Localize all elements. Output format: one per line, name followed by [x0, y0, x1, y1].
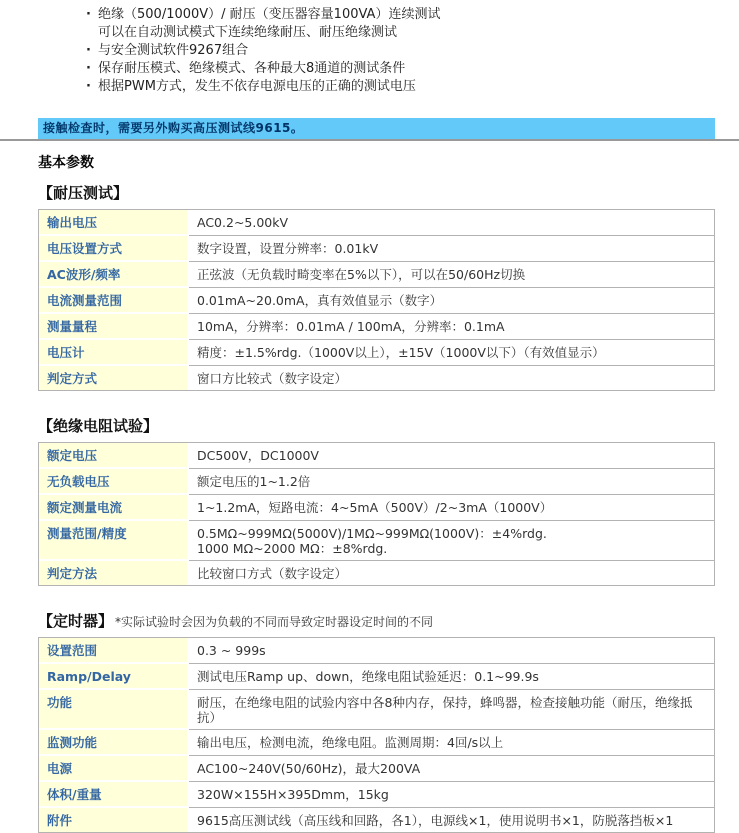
- table-row: [39, 236, 714, 262]
- spec-value: 9615高压测试线（高压线和回路，各1），电源线×1，使用说明书×1，防脱落挡板×1: [197, 813, 674, 828]
- list-item: [85, 42, 739, 60]
- spec-label: 设置范围: [39, 638, 189, 664]
- list-item: [85, 6, 739, 42]
- spec-label: 判定方式: [39, 366, 189, 390]
- section-title: 【耐压测试】: [38, 184, 129, 202]
- feature-text: 绝缘（500/1000V）/ 耐压（变压器容量100VA）连续测试: [98, 7, 441, 22]
- spec-value: 窗口方比较式（数字设定）: [197, 371, 348, 386]
- feature-text: 可以在自动测试模式下连续绝缘耐压、耐压绝缘测试: [98, 25, 398, 40]
- table-row: [39, 561, 714, 585]
- spec-value: [189, 521, 714, 561]
- list-item: [85, 78, 739, 96]
- section-note: *实际试验时会因为负载的不同而导致定时器设定时间的不同: [115, 615, 434, 629]
- feature-text: 保存耐压模式、绝缘模式、各种最大8通道的测试条件: [98, 61, 406, 76]
- spec-value: AC0.2~5.00kV: [189, 210, 714, 236]
- spec-value: 额定电压的1~1.2倍: [189, 469, 714, 495]
- table-row: [39, 664, 714, 690]
- table-row: [39, 521, 714, 561]
- table-row: [39, 340, 714, 366]
- spec-label: 无负载电压: [39, 469, 189, 495]
- spec-label: 附件: [39, 808, 189, 832]
- spec-value: DC500V，DC1000V: [189, 443, 714, 469]
- section-heading-timer: [38, 610, 739, 631]
- table-row: [39, 288, 714, 314]
- table-row: [39, 314, 714, 340]
- spec-value: 320W×155H×395Dmm，15kg: [189, 782, 714, 808]
- bullet-icon: ·: [86, 7, 91, 22]
- bullet-icon: ·: [86, 79, 91, 94]
- spec-value: 正弦波（无负载时畸变率在5%以下），可以在50/60Hz切换: [189, 262, 714, 288]
- spec-label: Ramp/Delay: [39, 664, 189, 690]
- table-row: [39, 638, 714, 664]
- bullet-icon: ·: [86, 43, 91, 58]
- table-row: [39, 690, 714, 730]
- spec-label: 额定电压: [39, 443, 189, 469]
- spec-value-line: 1000 MΩ~2000 MΩ：±8%rdg.: [197, 541, 388, 556]
- spec-label: 判定方法: [39, 561, 189, 585]
- spec-label: 体积/重量: [39, 782, 189, 808]
- spec-value: 测试电压Ramp up、down，绝缘电阻试验延迟：0.1~99.9s: [189, 664, 714, 690]
- table-row: [39, 469, 714, 495]
- section-title: 【定时器】: [38, 612, 114, 630]
- spec-value: 耐压，在绝缘电阻的试验内容中各8种内存，保持，蜂鸣器，检查接触功能（耐压，绝缘抵抗）: [189, 690, 714, 730]
- page-title: 基本参数: [38, 155, 94, 171]
- section-title: 【绝缘电阻试验】: [38, 417, 159, 435]
- spec-label: AC波形/频率: [39, 262, 189, 288]
- spec-value: 0.3 ~ 999s: [189, 638, 714, 664]
- spec-value: 1~1.2mA，短路电流：4~5mA（500V）/2~3mA（1000V）: [189, 495, 714, 521]
- spec-value: 精度：±1.5%rdg.（1000V以上），±15V（1000V以下）（有效值显示）: [189, 340, 714, 366]
- divider: [0, 139, 739, 141]
- spec-value: 数字设置，设置分辨率：0.01kV: [189, 236, 714, 262]
- table-row: [39, 730, 714, 756]
- table-row: [39, 808, 714, 832]
- list-item: [85, 60, 739, 78]
- section-heading-withstand: [38, 182, 739, 203]
- bullet-icon: ·: [86, 61, 91, 76]
- spec-value: 输出电压，检测电流，绝缘电阻。监测周期：4回/s以上: [189, 730, 714, 756]
- spec-label: 测量量程: [39, 314, 189, 340]
- spec-table-timer: [38, 637, 715, 833]
- spec-value: AC100~240V(50/60Hz)，最大200VA: [189, 756, 714, 782]
- section-heading-insulation: [38, 415, 739, 436]
- spec-label: 电压计: [39, 340, 189, 366]
- spec-value: 比较窗口方式（数字设定）: [197, 566, 348, 581]
- table-row: [39, 782, 714, 808]
- spec-value: 10mA，分辨率：0.01mA / 100mA，分辨率：0.1mA: [189, 314, 714, 340]
- feature-text: 与安全测试软件9267组合: [98, 43, 249, 58]
- spec-table-insulation: [38, 442, 715, 586]
- spec-value-line: 0.5MΩ~999MΩ(5000V)/1MΩ~999MΩ(1000V)：±4%rdg.: [197, 526, 547, 541]
- table-row: [39, 262, 714, 288]
- table-row: [39, 495, 714, 521]
- table-row: [39, 366, 714, 390]
- spec-label: 监测功能: [39, 730, 189, 756]
- table-row: [39, 210, 714, 236]
- feature-text: 根据PWM方式，发生不依存电源电压的正确的测试电压: [98, 79, 416, 94]
- spec-label: 电流测量范围: [39, 288, 189, 314]
- spec-label: 输出电压: [39, 210, 189, 236]
- notice-bar: 接触检查时，需要另外购买高压测试线9615。: [38, 118, 715, 139]
- spec-label: 电源: [39, 756, 189, 782]
- table-row: [39, 756, 714, 782]
- feature-list: [0, 0, 739, 96]
- spec-label: 测量范围/精度: [39, 521, 189, 561]
- spec-label: 额定测量电流: [39, 495, 189, 521]
- spec-label: 功能: [39, 690, 189, 730]
- spec-value: 0.01mA~20.0mA，真有效值显示（数字）: [189, 288, 714, 314]
- table-row: [39, 443, 714, 469]
- spec-table-withstand: [38, 209, 715, 391]
- spec-label: 电压设置方式: [39, 236, 189, 262]
